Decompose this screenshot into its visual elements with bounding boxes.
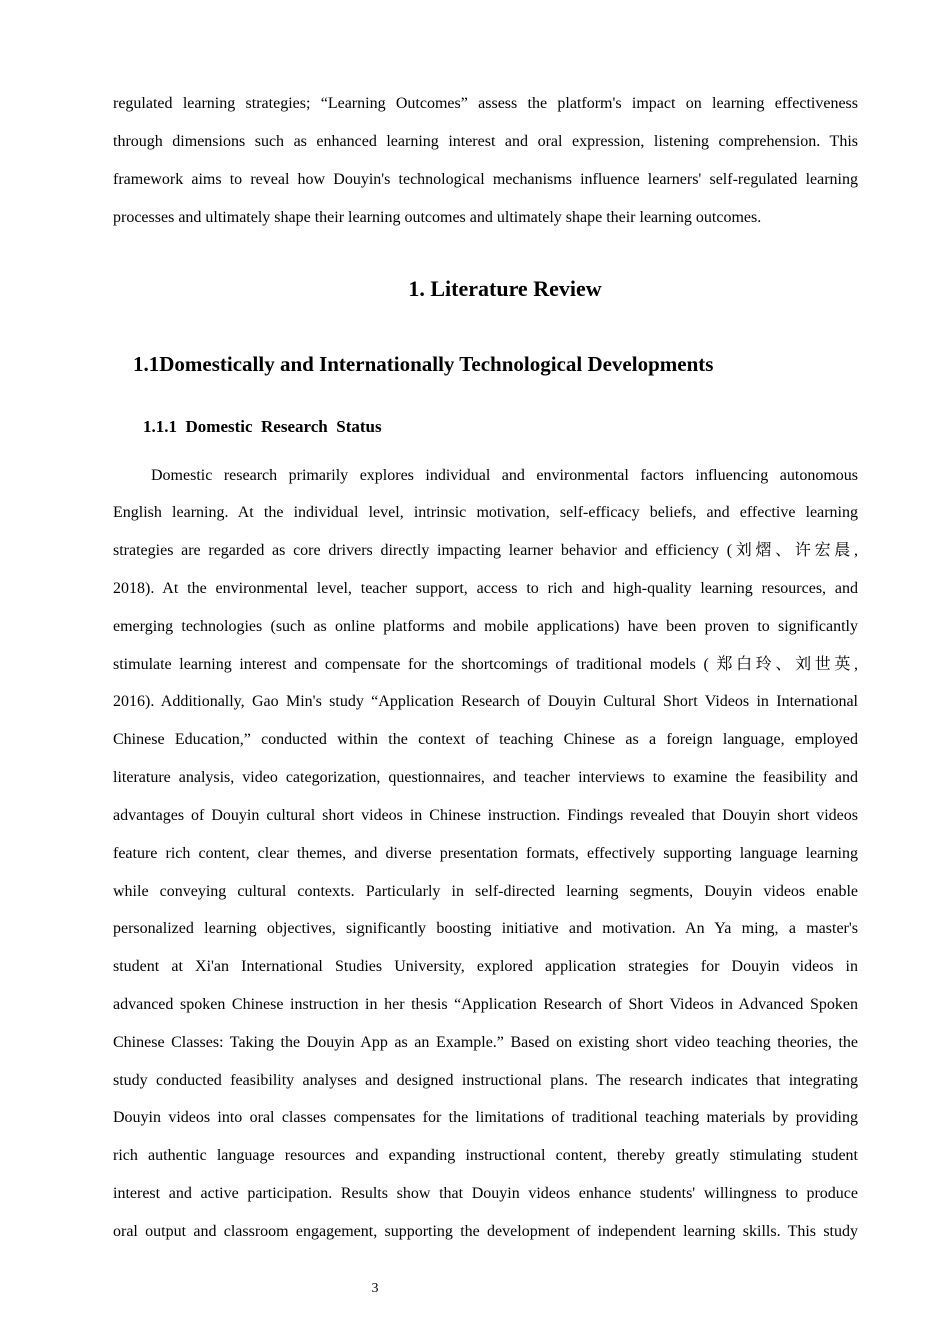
body-line: oral output and classroom engagement, supporting the development of independent learning skills. This study bbox=[113, 1223, 858, 1240]
intro-line: through dimensions such as enhanced learning interest and oral expression, listening comprehension. This bbox=[113, 133, 858, 150]
body-line: feature rich content, clear themes, and diverse presentation formats, effectively supporting language learning bbox=[113, 845, 858, 862]
body-line: emerging technologies (such as online platforms and mobile applications) have been proven to significantly bbox=[113, 618, 858, 635]
body-line: English learning. At the individual level, intrinsic motivation, self-efficacy beliefs, and effective learning bbox=[113, 504, 858, 521]
body-line: interest and active participation. Results show that Douyin videos enhance students' willingness to produce bbox=[113, 1185, 858, 1202]
body-line: strategies are regarded as core drivers directly impacting learner behavior and efficiency (刘熠、许宏晨, bbox=[113, 542, 858, 559]
body-line: 2018). At the environmental level, teacher support, access to rich and high-quality learning resources, and bbox=[113, 580, 858, 597]
intro-line: regulated learning strategies; “Learning Outcomes” assess the platform's impact on learning effectiveness bbox=[113, 95, 858, 112]
body-line: personalized learning objectives, significantly boosting initiative and motivation. An Ya ming, a master's bbox=[113, 920, 858, 937]
intro-line: framework aims to reveal how Douyin's technological mechanisms influence learners' self-regulated learning bbox=[113, 171, 858, 188]
subsubsection-heading: 1.1.1 Domestic Research Status bbox=[143, 417, 382, 436]
body-line: Chinese Classes: Taking the Douyin App as an Example.” Based on existing short video teaching theories, the bbox=[113, 1034, 858, 1051]
body-line: Chinese Education,” conducted within the context of teaching Chinese as a foreign language, employed bbox=[113, 731, 858, 748]
body-line: Domestic research primarily explores individual and environmental factors influencing autonomous bbox=[151, 467, 858, 484]
body-line: student at Xi'an International Studies University, explored application strategies for Douyin videos in bbox=[113, 958, 858, 975]
body-line: while conveying cultural contexts. Particularly in self-directed learning segments, Douyin videos enable bbox=[113, 883, 858, 900]
body-line: study conducted feasibility analyses and designed instructional plans. The research indicates that integrating bbox=[113, 1072, 858, 1089]
body-line: literature analysis, video categorization, questionnaires, and teacher interviews to examine the feasibility and bbox=[113, 769, 858, 786]
body-line: stimulate learning interest and compensate for the shortcomings of traditional models ( 郑白玲、刘世英, bbox=[113, 656, 858, 673]
body-line: Douyin videos into oral classes compensates for the limitations of traditional teaching materials by providing bbox=[113, 1109, 858, 1126]
section-heading: 1. Literature Review bbox=[408, 276, 602, 301]
body-line: 2016). Additionally, Gao Min's study “Application Research of Douyin Cultural Short Videos in International bbox=[113, 693, 858, 710]
body-line: advanced spoken Chinese instruction in her thesis “Application Research of Short Videos in Advanced Spoken bbox=[113, 996, 858, 1013]
page-number: 3 bbox=[371, 1281, 379, 1296]
body-line: rich authentic language resources and expanding instructional content, thereby greatly stimulating student bbox=[113, 1147, 858, 1164]
subsection-heading: 1.1Domestically and Internationally Technological Developments bbox=[133, 352, 714, 376]
body-line: advantages of Douyin cultural short videos in Chinese instruction. Findings revealed that Douyin short videos bbox=[113, 807, 858, 824]
intro-line: processes and ultimately shape their learning outcomes and ultimately shape their learning outcomes. bbox=[113, 209, 762, 226]
